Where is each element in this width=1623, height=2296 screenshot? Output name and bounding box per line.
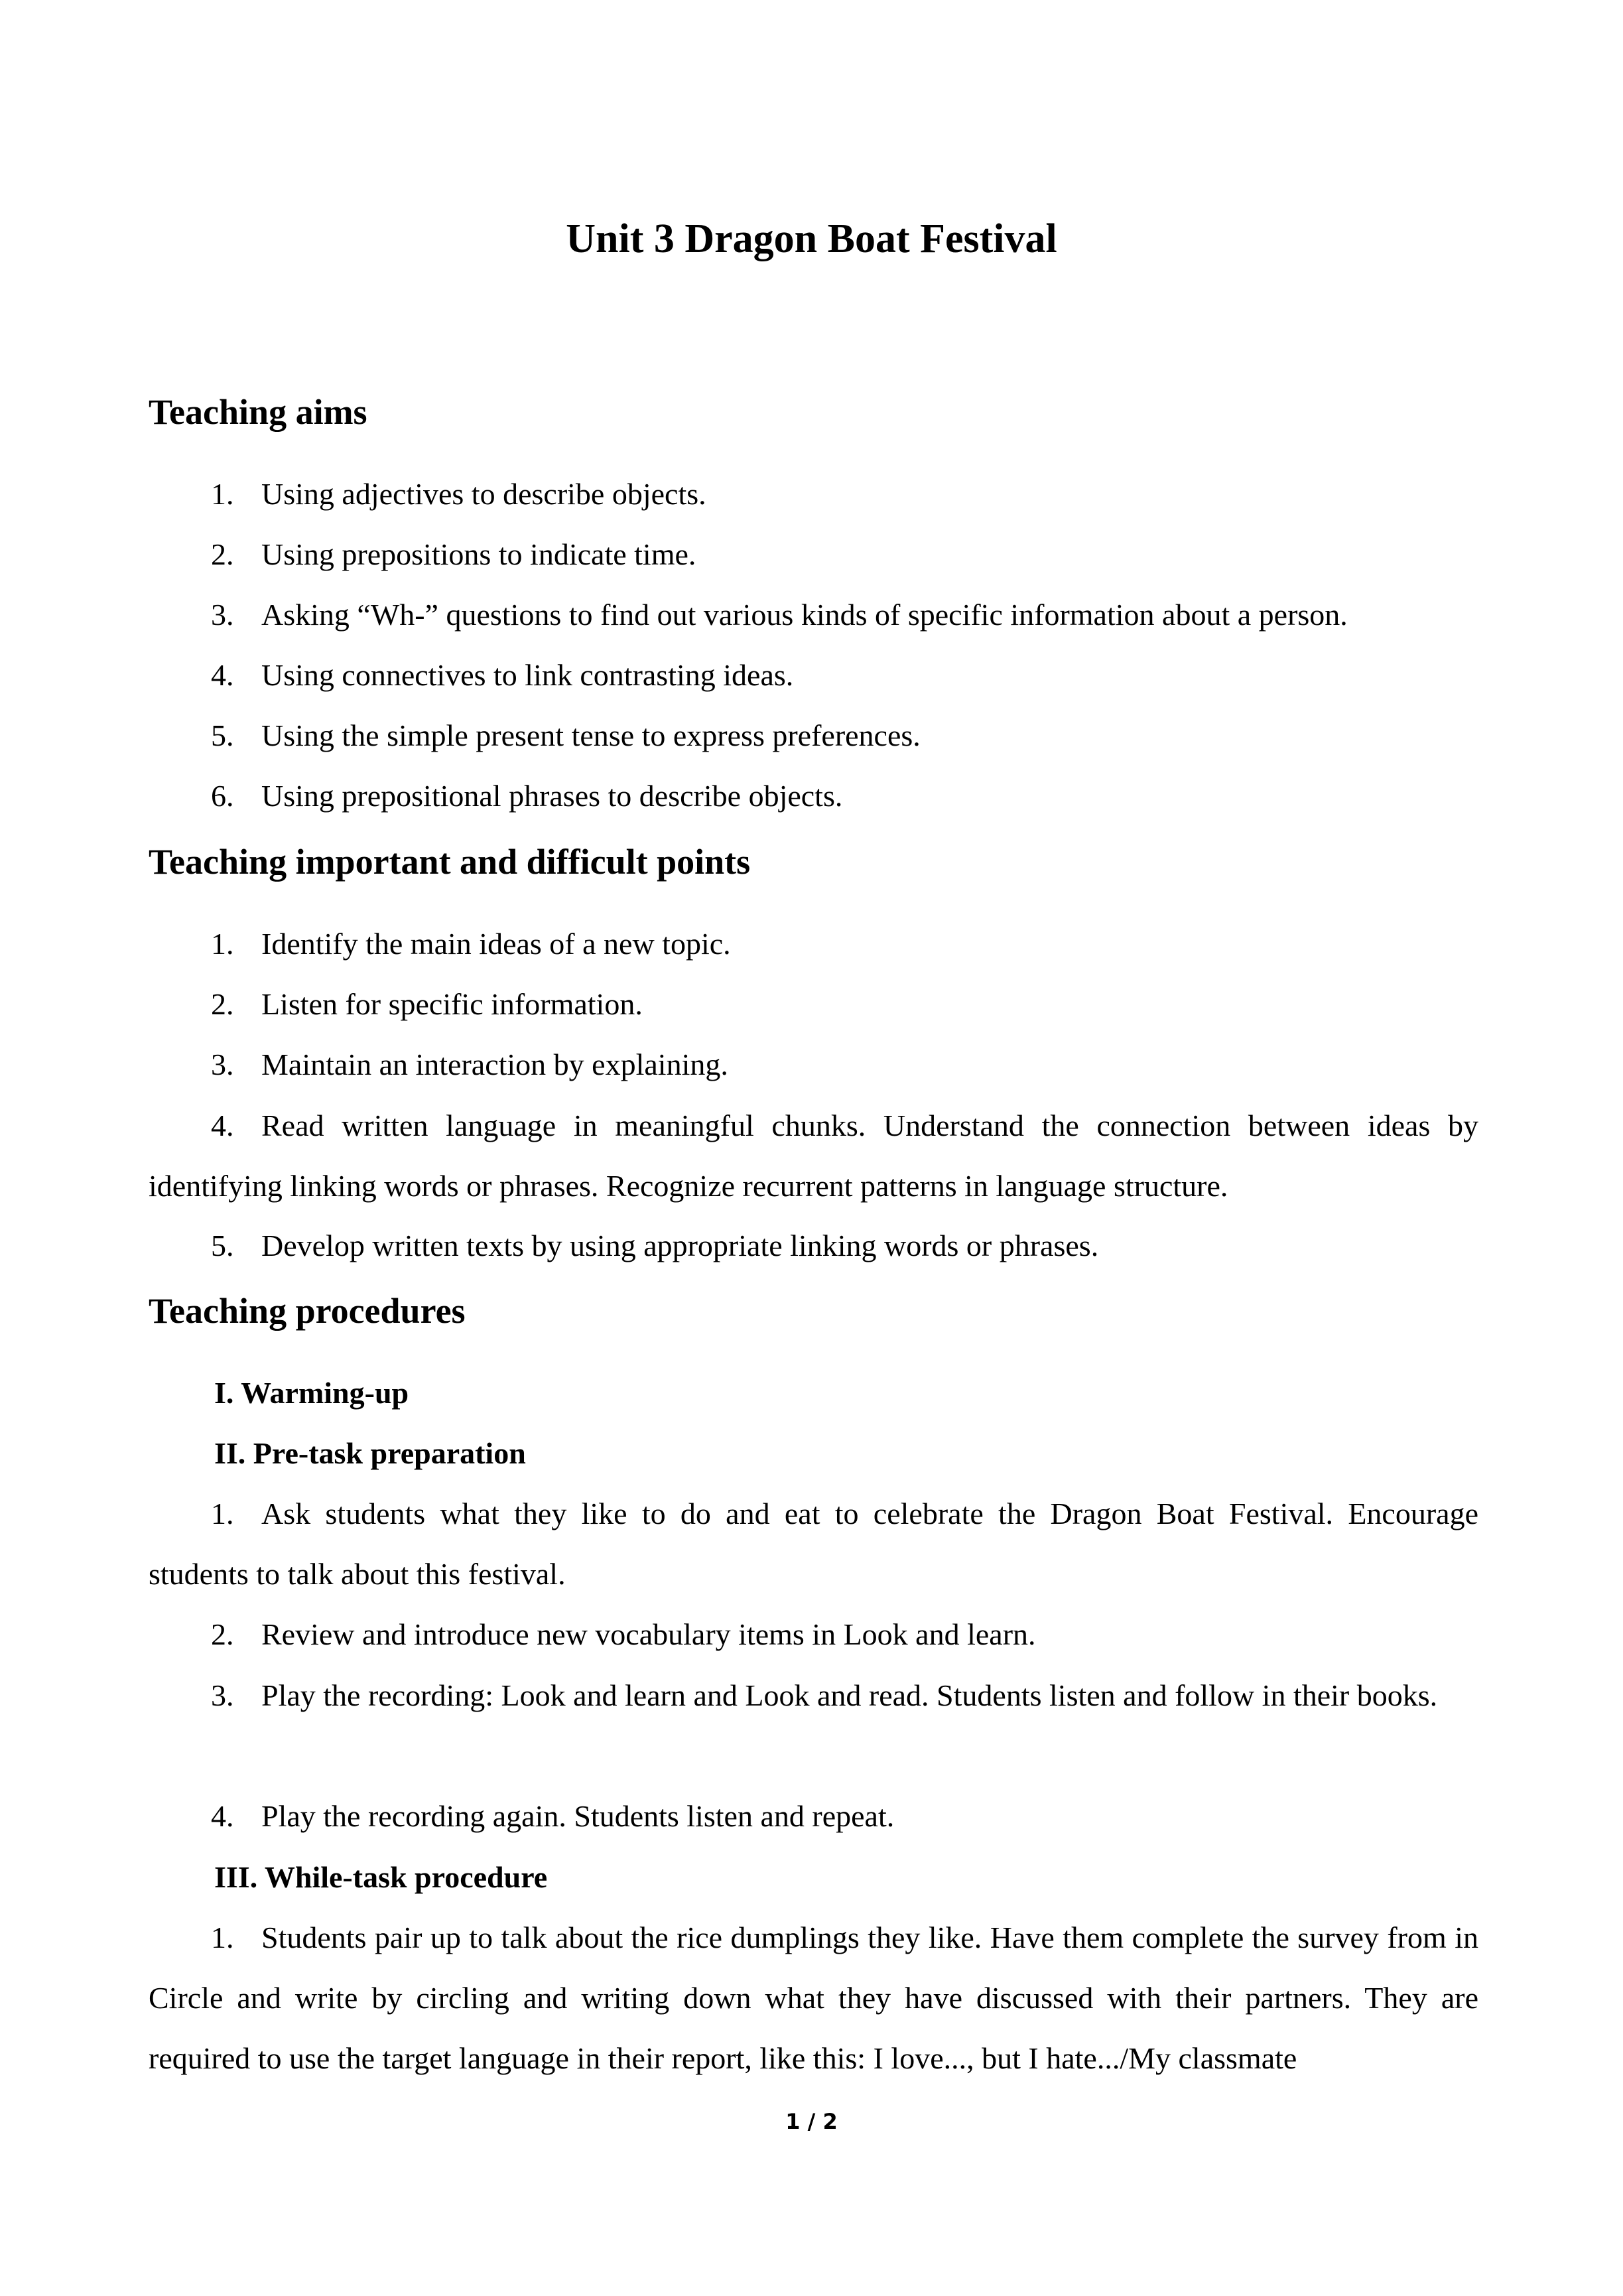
pretask-text: Review and introduce new vocabulary items in Look and learn. (261, 1617, 1036, 1651)
section-heading-procedures: Teaching procedures (149, 1291, 466, 1331)
aim-item (211, 595, 1348, 635)
pretask-text: Play the recording: Look and learn and Look and read. Students listen and follow in their books. (261, 1678, 1438, 1712)
section-heading-points: Teaching important and difficult points (149, 842, 751, 882)
aim-text: Using prepositional phrases to describe objects. (261, 779, 843, 813)
whiletask-text: Students pair up to talk about the rice dumplings they like. Have them complete the survey from in Circle and write by circling and writing down what they have discussed with their partners. They are required to use the target language in their report, like this: I love..., but I hate.../My classmate (149, 1921, 1478, 2075)
subheading-whiletask: III. While-task procedure (214, 1860, 548, 1894)
subheading-pretask: II. Pre-task preparation (214, 1436, 526, 1470)
point-item (149, 1095, 1478, 1216)
aim-item (211, 716, 921, 756)
point-item (211, 984, 643, 1024)
pretask-number: 2. (211, 1617, 234, 1651)
subheading-warmup: I. Warming-up (214, 1376, 409, 1410)
point-number: 1. (211, 927, 234, 961)
point-text: Listen for specific information. (261, 987, 643, 1021)
point-item (211, 924, 731, 964)
point-text: Develop written texts by using appropriate linking words or phrases. (261, 1229, 1099, 1262)
aim-item (211, 474, 706, 514)
aim-text: Using connectives to link contrasting ideas. (261, 658, 794, 692)
pretask-text: Ask students what they like to do and eat to celebrate the Dragon Boat Festival. Encourage students to talk about this festival. (149, 1497, 1478, 1591)
aim-number: 5. (211, 718, 234, 752)
page-number: 1 / 2 (785, 2109, 838, 2134)
pretask-item (149, 1483, 1478, 1604)
aim-text: Using the simple present tense to express preferences. (261, 718, 921, 752)
pretask-number: 3. (211, 1678, 234, 1712)
point-number: 2. (211, 987, 234, 1021)
point-text: Maintain an interaction by explaining. (261, 1047, 728, 1081)
aim-number: 6. (211, 779, 234, 813)
point-number: 3. (211, 1047, 234, 1081)
aim-number: 4. (211, 658, 234, 692)
pretask-item (211, 1796, 894, 1836)
point-item (211, 1226, 1098, 1266)
aim-number: 3. (211, 598, 234, 632)
point-number: 5. (211, 1229, 234, 1262)
aim-number: 2. (211, 537, 234, 571)
whiletask-item (149, 1907, 1478, 2088)
pretask-item (149, 1665, 1478, 1725)
document-title: Unit 3 Dragon Boat Festival (566, 216, 1057, 261)
aim-item (211, 655, 793, 695)
pretask-number: 1. (211, 1497, 234, 1530)
aim-number: 1. (211, 477, 234, 511)
aim-text: Using prepositions to indicate time. (261, 537, 696, 571)
point-text: Identify the main ideas of a new topic. (261, 927, 731, 961)
pretask-text: Play the recording again. Students listen and repeat. (261, 1799, 895, 1833)
section-heading-aims: Teaching aims (149, 392, 367, 432)
aim-item (211, 776, 842, 816)
pretask-item (211, 1615, 1036, 1654)
point-item (211, 1045, 728, 1085)
aim-text: Asking “Wh-” questions to find out various kinds of specific information about a person. (261, 598, 1348, 632)
aim-text: Using adjectives to describe objects. (261, 477, 706, 511)
whiletask-number: 1. (211, 1921, 234, 1954)
pretask-number: 4. (211, 1799, 234, 1833)
aim-item (211, 535, 696, 574)
point-text: Read written language in meaningful chunks. Understand the connection between ideas by identifying linking words or phrases. Recognize recurrent patterns in language structure. (149, 1109, 1478, 1203)
point-number: 4. (211, 1109, 234, 1142)
